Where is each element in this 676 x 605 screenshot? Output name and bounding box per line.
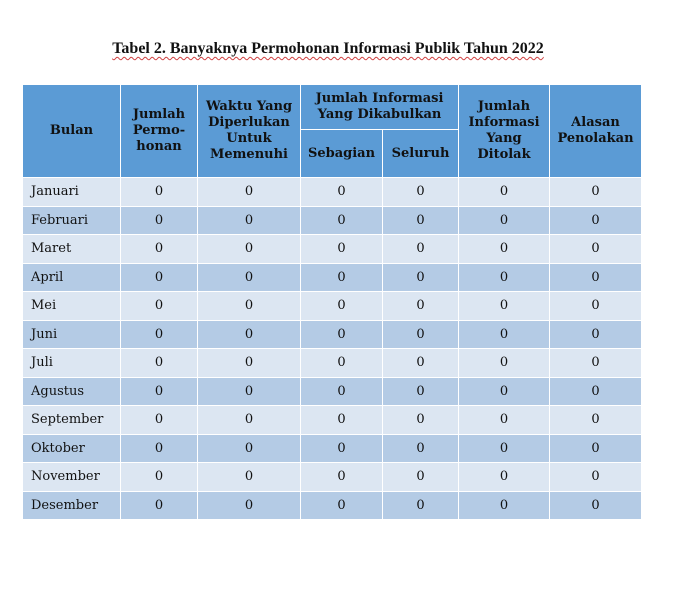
cell-seluruh: 0 [383, 491, 459, 520]
cell-waktu: 0 [198, 434, 301, 463]
cell-ditolak: 0 [459, 178, 550, 207]
cell-permohonan: 0 [121, 349, 198, 378]
cell-seluruh: 0 [383, 206, 459, 235]
cell-sebagian: 0 [301, 349, 383, 378]
cell-ditolak: 0 [459, 406, 550, 435]
cell-permohonan: 0 [121, 320, 198, 349]
cell-sebagian: 0 [301, 178, 383, 207]
header-sebagian: Sebagian [301, 130, 383, 178]
cell-alasan: 0 [550, 434, 642, 463]
cell-bulan: Oktober [23, 434, 121, 463]
cell-permohonan: 0 [121, 292, 198, 321]
cell-permohonan: 0 [121, 235, 198, 264]
cell-sebagian: 0 [301, 292, 383, 321]
cell-bulan: Februari [23, 206, 121, 235]
cell-sebagian: 0 [301, 434, 383, 463]
table-row [23, 491, 642, 520]
header-jumlah-permohonan: Jumlah Permo- honan [121, 85, 198, 178]
cell-alasan: 0 [550, 320, 642, 349]
cell-alasan: 0 [550, 235, 642, 264]
cell-alasan: 0 [550, 406, 642, 435]
cell-sebagian: 0 [301, 206, 383, 235]
cell-alasan: 0 [550, 263, 642, 292]
cell-alasan: 0 [550, 178, 642, 207]
cell-waktu: 0 [198, 206, 301, 235]
cell-waktu: 0 [198, 292, 301, 321]
cell-permohonan: 0 [121, 406, 198, 435]
cell-alasan: 0 [550, 491, 642, 520]
cell-seluruh: 0 [383, 263, 459, 292]
table-row [23, 178, 642, 207]
table-row [23, 292, 642, 321]
cell-bulan: November [23, 463, 121, 492]
cell-ditolak: 0 [459, 463, 550, 492]
cell-waktu: 0 [198, 377, 301, 406]
header-waktu-memenuhi: Waktu Yang Diperlukan Untuk Memenuhi [198, 85, 301, 178]
table-row [23, 434, 642, 463]
cell-ditolak: 0 [459, 235, 550, 264]
cell-waktu: 0 [198, 235, 301, 264]
cell-bulan: Maret [23, 235, 121, 264]
header-alasan-penolakan: Alasan Penolakan [550, 85, 642, 178]
cell-alasan: 0 [550, 463, 642, 492]
cell-bulan: April [23, 263, 121, 292]
cell-waktu: 0 [198, 349, 301, 378]
cell-seluruh: 0 [383, 349, 459, 378]
cell-sebagian: 0 [301, 320, 383, 349]
cell-waktu: 0 [198, 178, 301, 207]
cell-bulan: Mei [23, 292, 121, 321]
header-bulan: Bulan [23, 85, 121, 178]
cell-waktu: 0 [198, 491, 301, 520]
cell-alasan: 0 [550, 349, 642, 378]
table-row [23, 406, 642, 435]
cell-bulan: Agustus [23, 377, 121, 406]
cell-seluruh: 0 [383, 178, 459, 207]
cell-bulan: Juli [23, 349, 121, 378]
cell-bulan: September [23, 406, 121, 435]
cell-sebagian: 0 [301, 235, 383, 264]
cell-sebagian: 0 [301, 491, 383, 520]
cell-permohonan: 0 [121, 377, 198, 406]
cell-ditolak: 0 [459, 434, 550, 463]
table-row [23, 320, 642, 349]
header-informasi-dikabulkan: Jumlah Informasi Yang Dikabulkan [301, 85, 459, 130]
cell-permohonan: 0 [121, 206, 198, 235]
cell-seluruh: 0 [383, 320, 459, 349]
cell-permohonan: 0 [121, 263, 198, 292]
table-row [23, 349, 642, 378]
cell-seluruh: 0 [383, 463, 459, 492]
cell-alasan: 0 [550, 292, 642, 321]
cell-sebagian: 0 [301, 406, 383, 435]
cell-bulan: Januari [23, 178, 121, 207]
cell-sebagian: 0 [301, 463, 383, 492]
table-row [23, 377, 642, 406]
cell-ditolak: 0 [459, 320, 550, 349]
table-row [23, 206, 642, 235]
header-seluruh: Seluruh [383, 130, 459, 178]
cell-seluruh: 0 [383, 292, 459, 321]
cell-alasan: 0 [550, 377, 642, 406]
cell-ditolak: 0 [459, 263, 550, 292]
table-row [23, 263, 642, 292]
cell-seluruh: 0 [383, 434, 459, 463]
cell-permohonan: 0 [121, 463, 198, 492]
cell-ditolak: 0 [459, 491, 550, 520]
cell-waktu: 0 [198, 463, 301, 492]
cell-sebagian: 0 [301, 263, 383, 292]
cell-sebagian: 0 [301, 377, 383, 406]
cell-waktu: 0 [198, 406, 301, 435]
cell-permohonan: 0 [121, 178, 198, 207]
permohonan-table [22, 84, 642, 520]
header-informasi-ditolak: Jumlah Informasi Yang Ditolak [459, 85, 550, 178]
cell-alasan: 0 [550, 206, 642, 235]
cell-ditolak: 0 [459, 377, 550, 406]
cell-bulan: Desember [23, 491, 121, 520]
cell-bulan: Juni [23, 320, 121, 349]
table-row [23, 235, 642, 264]
table-row [23, 463, 642, 492]
cell-ditolak: 0 [459, 206, 550, 235]
cell-waktu: 0 [198, 263, 301, 292]
cell-seluruh: 0 [383, 406, 459, 435]
cell-permohonan: 0 [121, 434, 198, 463]
cell-seluruh: 0 [383, 235, 459, 264]
cell-permohonan: 0 [121, 491, 198, 520]
cell-seluruh: 0 [383, 377, 459, 406]
cell-waktu: 0 [198, 320, 301, 349]
cell-ditolak: 0 [459, 349, 550, 378]
table-title: Tabel 2. Banyaknya Permohonan Informasi Publik Tahun 2022 [112, 40, 544, 57]
cell-ditolak: 0 [459, 292, 550, 321]
